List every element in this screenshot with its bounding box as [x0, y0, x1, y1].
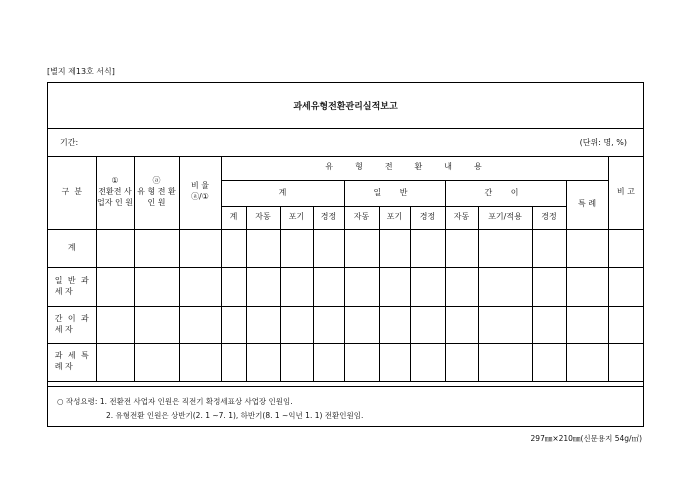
- special-group-header: 특 례: [566, 180, 608, 229]
- table-row: [48, 343, 643, 381]
- unit-label: (단위: 명, %): [579, 138, 627, 147]
- guideline-line-2: 2. 유형전환 인원은 상반기(2. 1 ~7. 1), 하반기(8. 1 ~익년 1. 1) 전환인원임.: [106, 411, 364, 420]
- category-header: 구 분: [48, 156, 96, 229]
- sub-header: 포기: [379, 206, 410, 229]
- row-label: 과 세 특 례 자: [48, 343, 96, 381]
- report-table: [48, 156, 643, 382]
- writing-guidelines: [48, 386, 643, 427]
- sub-header: 계: [221, 206, 246, 229]
- sub-header: 경정: [532, 206, 566, 229]
- form-label: [별지 제13호 서식]: [47, 67, 115, 76]
- sub-header: 자동: [344, 206, 379, 229]
- ratio-header: 비 율 ⓐ/①: [179, 156, 221, 229]
- sub-header: 자동: [246, 206, 280, 229]
- table-row: [48, 306, 643, 343]
- sub-header: 경정: [410, 206, 445, 229]
- table-row: [48, 229, 643, 267]
- row-label: 간 이 과 세 자: [48, 306, 96, 343]
- remarks-header: 비 고: [608, 156, 643, 229]
- conversion-content-header: 유형전환내용: [221, 156, 608, 180]
- row-label: 일 반 과 세 자: [48, 267, 96, 306]
- paper-spec: 297㎜×210㎜(신문용지 54g/㎡): [530, 434, 642, 443]
- form-title: 과세유형전환관리실적보고: [48, 83, 643, 129]
- sub-header: 자동: [445, 206, 478, 229]
- guideline-line-1: ○ 작성요령: 1. 전환전 사업자 인원은 직전기 확정세표상 사업장 인원임.: [57, 397, 293, 406]
- total-group-header: 계: [221, 180, 344, 206]
- pre-conversion-count-header: ① 전환전 사업자 인 원: [96, 156, 134, 229]
- table-row: [48, 267, 643, 306]
- sub-header: 포기/적용: [478, 206, 532, 229]
- sub-header: 포기: [280, 206, 313, 229]
- row-label: 계: [48, 229, 96, 267]
- converted-count-header: ⓐ 유 형 전 환 인 원: [134, 156, 179, 229]
- report-form: [47, 82, 644, 427]
- sub-header: 경정: [313, 206, 344, 229]
- simplified-group-header: 간 이: [445, 180, 566, 206]
- period-row: [48, 128, 643, 157]
- header-row-1: [48, 156, 643, 180]
- period-label: 기간:: [60, 138, 79, 147]
- general-group-header: 일 반: [344, 180, 445, 206]
